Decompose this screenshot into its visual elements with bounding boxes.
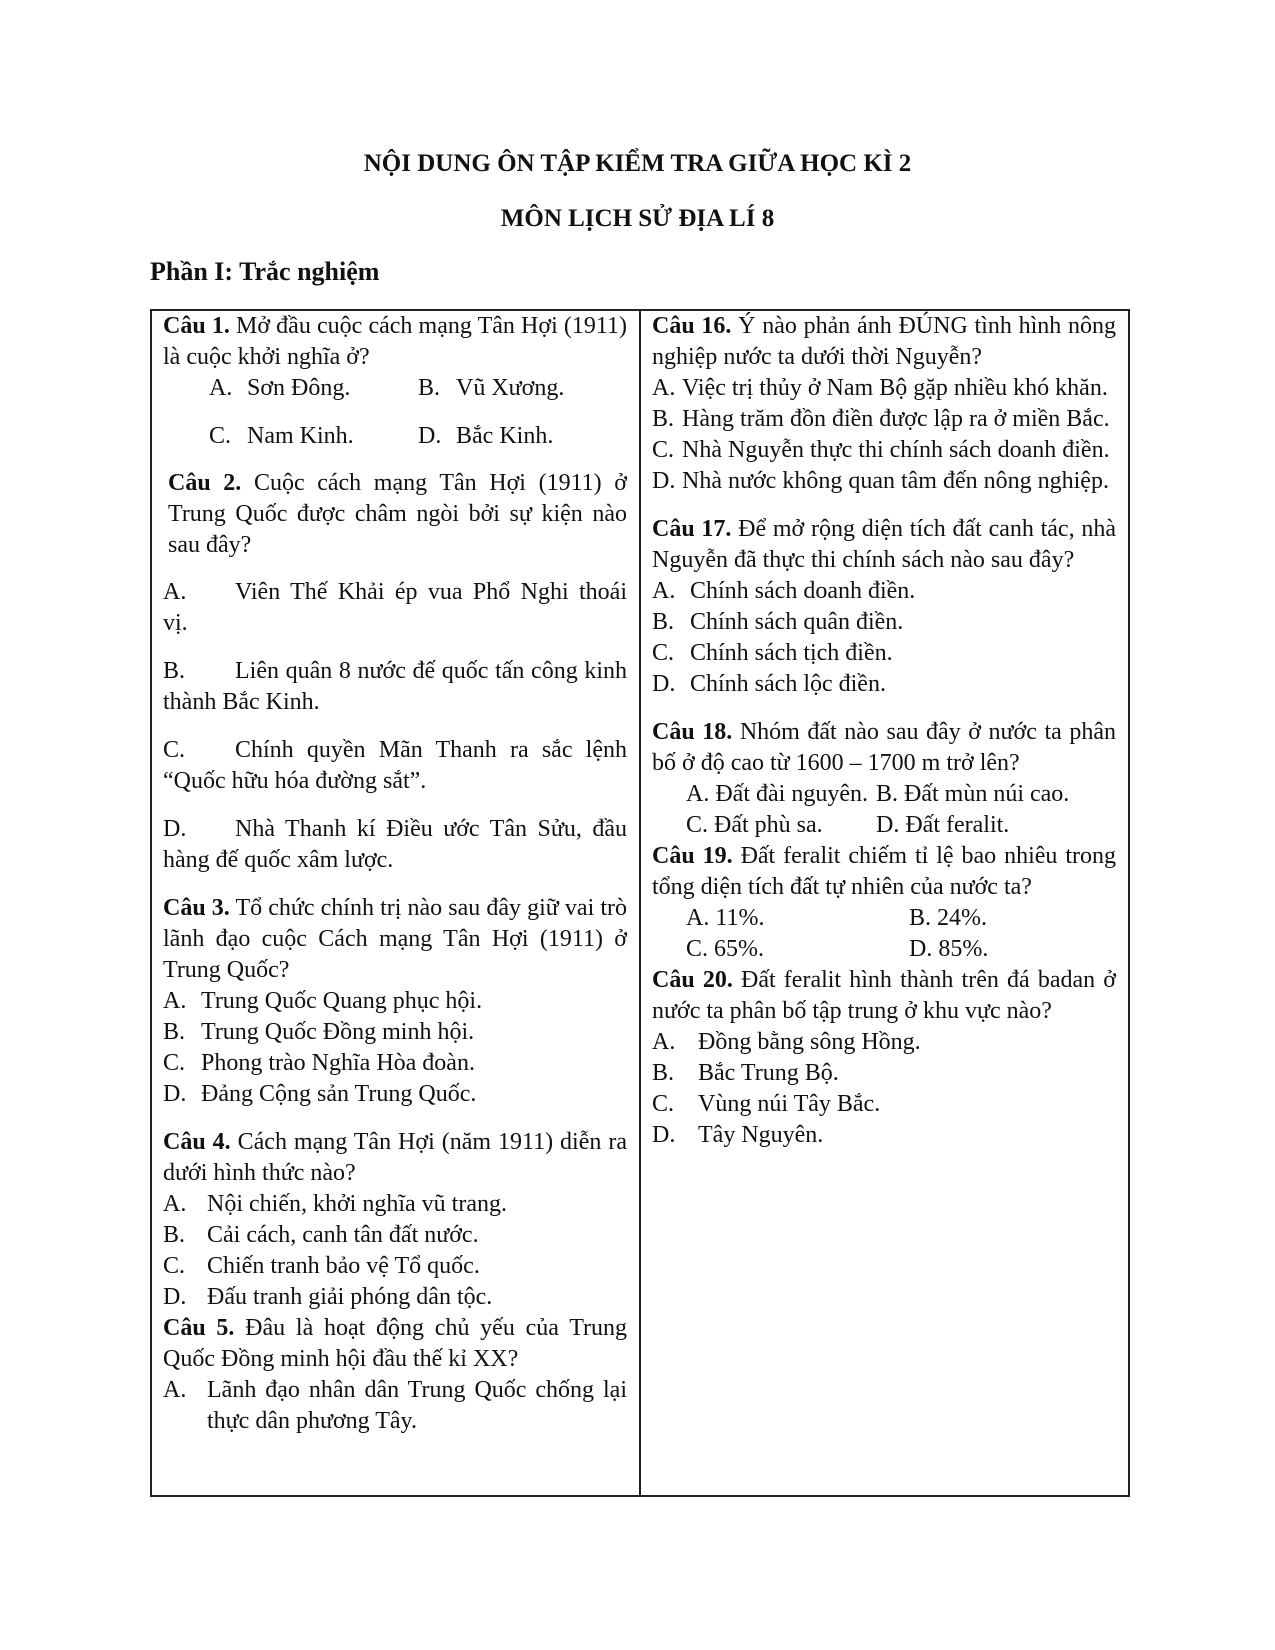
option-text: Nhà Thanh kí Điều ước Tân Sửu, đầu hàng đế quốc xâm lược.	[163, 816, 627, 873]
option-d	[909, 934, 1116, 965]
question-text	[652, 965, 1116, 1027]
question-text	[163, 1127, 627, 1189]
option-letter: C.	[163, 1050, 186, 1076]
option-letter: A.	[163, 988, 187, 1014]
option-text: Chiến tranh bảo vệ Tổ quốc.	[207, 1253, 480, 1279]
question-text	[652, 311, 1116, 373]
option-text: Chính quyền Mãn Thanh ra sắc lệnh “Quốc hữu hóa đường sắt”.	[163, 737, 627, 794]
question-stem: Nhóm đất nào sau đây ở nước ta phân bố ở độ cao từ 1600 – 1700 m trở lên?	[652, 719, 1116, 776]
option-letter: C.	[163, 737, 186, 763]
question-16	[652, 311, 1116, 497]
option-c	[652, 1089, 1116, 1120]
options-grid	[163, 373, 627, 452]
option-text: 65%.	[714, 936, 765, 962]
option-a	[163, 577, 627, 639]
option-text: Chính sách tịch điền.	[690, 640, 893, 666]
option-text: Lãnh đạo nhân dân Trung Quốc chống lại thực dân phương Tây.	[207, 1377, 627, 1434]
option-d	[163, 814, 627, 876]
question-number: Câu 19.	[652, 843, 733, 869]
option-a	[163, 1375, 627, 1437]
option-letter: C.	[652, 437, 675, 463]
option-d	[418, 421, 627, 452]
question-text	[163, 311, 627, 373]
document-subtitle: MÔN LỊCH SỬ ĐỊA LÍ 8	[500, 205, 775, 232]
option-text: Vũ Xương.	[456, 375, 565, 401]
option-d	[163, 1282, 627, 1313]
question-number: Câu 18.	[652, 719, 733, 745]
option-letter: C.	[652, 640, 675, 666]
question-number: Câu 3.	[163, 895, 230, 921]
option-c	[686, 934, 909, 965]
option-d	[652, 466, 1116, 497]
option-a	[652, 373, 1116, 404]
option-letter: C.	[686, 812, 709, 838]
question-4	[163, 1127, 627, 1313]
option-text: Trung Quốc Đồng minh hội.	[201, 1019, 475, 1045]
question-2	[163, 468, 627, 876]
question-number: Câu 16.	[652, 313, 732, 339]
option-b	[652, 404, 1116, 435]
option-letter: B.	[163, 1019, 186, 1045]
questions-table	[150, 309, 1130, 1497]
option-letter: D.	[163, 816, 187, 842]
document-title: NỘI DUNG ÔN TẬP KIỂM TRA GIỮA HỌC KÌ 2	[363, 150, 912, 177]
question-number: Câu 2.	[168, 470, 242, 496]
left-column	[152, 311, 641, 1495]
question-stem: Đất feralit hình thành trên đá badan ở nước ta phân bố tập trung ở khu vực nào?	[652, 967, 1116, 1024]
option-text: Vùng núi Tây Bắc.	[698, 1091, 881, 1117]
option-b	[163, 1220, 627, 1251]
option-a	[652, 576, 1116, 607]
option-c	[652, 435, 1116, 466]
option-letter: A.	[652, 578, 676, 604]
question-3	[163, 893, 627, 1110]
option-c	[163, 1251, 627, 1282]
option-letter: B.	[163, 1222, 186, 1248]
option-letter: D.	[909, 936, 933, 962]
question-17	[652, 514, 1116, 700]
option-letter: A.	[163, 579, 187, 605]
option-b	[163, 1017, 627, 1048]
option-text: 24%.	[937, 905, 988, 931]
option-a	[163, 986, 627, 1017]
option-letter: C.	[209, 423, 232, 449]
options-grid	[652, 903, 1116, 965]
option-letter: B.	[163, 658, 186, 684]
option-text: 85%.	[938, 936, 989, 962]
option-text: Đất đài nguyên.	[715, 781, 868, 807]
question-text	[163, 468, 627, 561]
option-text: Đất mùn núi cao.	[904, 781, 1070, 807]
option-c	[652, 638, 1116, 669]
question-1	[163, 311, 627, 452]
question-number: Câu 4.	[163, 1129, 231, 1155]
option-text: Nhà Nguyễn thực thi chính sách doanh điền.	[682, 437, 1110, 463]
option-letter: A.	[163, 1191, 187, 1217]
question-stem: Đất feralit chiếm tỉ lệ bao nhiêu trong tổng diện tích đất tự nhiên của nước ta?	[652, 843, 1116, 900]
option-text: Cải cách, canh tân đất nước.	[207, 1222, 479, 1248]
question-stem: Cách mạng Tân Hợi (năm 1911) diễn ra dưới hình thức nào?	[163, 1129, 627, 1186]
question-text	[652, 841, 1116, 903]
question-text	[652, 514, 1116, 576]
options-grid	[652, 779, 1116, 841]
option-letter: A.	[652, 1029, 676, 1055]
question-text	[163, 1313, 627, 1375]
option-c	[163, 735, 627, 797]
question-stem: Tổ chức chính trị nào sau đây giữ vai trò lãnh đạo cuộc Cách mạng Tân Hợi (1911) ở Trung Quốc?	[163, 895, 628, 983]
question-text	[652, 717, 1116, 779]
option-letter: A.	[686, 905, 710, 931]
option-text: Đảng Cộng sản Trung Quốc.	[201, 1081, 477, 1107]
option-b	[876, 779, 1116, 810]
option-a	[652, 1027, 1116, 1058]
option-text: Nam Kinh.	[247, 423, 354, 449]
option-text: Hàng trăm đồn điền được lập ra ở miền Bắc.	[682, 406, 1110, 432]
question-19	[652, 841, 1116, 965]
question-stem: Ý nào phản ánh ĐÚNG tình hình nông nghiệp nước ta dưới thời Nguyễn?	[652, 313, 1117, 370]
question-stem: Mở đầu cuộc cách mạng Tân Hợi (1911) là cuộc khởi nghĩa ở?	[163, 313, 627, 370]
option-letter: D.	[876, 812, 900, 838]
option-a	[686, 903, 909, 934]
option-b	[163, 656, 627, 718]
option-text: Đồng bằng sông Hồng.	[698, 1029, 921, 1055]
option-text: Chính sách doanh điền.	[690, 578, 916, 604]
option-letter: D.	[163, 1081, 187, 1107]
option-c	[163, 1048, 627, 1079]
option-a	[209, 373, 418, 404]
option-text: Đấu tranh giải phóng dân tộc.	[207, 1284, 493, 1310]
option-a	[686, 779, 876, 810]
option-letter: B.	[876, 781, 899, 807]
option-text: Việc trị thủy ở Nam Bộ gặp nhiều khó khăn.	[682, 375, 1108, 401]
option-text: Bắc Kinh.	[456, 423, 554, 449]
option-b	[652, 607, 1116, 638]
option-b	[418, 373, 627, 404]
option-text: Trung Quốc Quang phục hội.	[201, 988, 483, 1014]
question-18	[652, 717, 1116, 841]
question-number: Câu 20.	[652, 967, 733, 993]
option-text: Nội chiến, khởi nghĩa vũ trang.	[207, 1191, 507, 1217]
question-number: Câu 5.	[163, 1315, 235, 1341]
option-c	[209, 421, 418, 452]
option-text: Đất feralit.	[905, 812, 1010, 838]
question-20	[652, 965, 1116, 1151]
option-text: Tây Nguyên.	[698, 1122, 824, 1148]
option-letter: A.	[652, 375, 676, 401]
option-text: Viên Thế Khải ép vua Phổ Nghi thoái vị.	[163, 579, 627, 636]
question-5	[163, 1313, 627, 1437]
option-letter: B.	[652, 1060, 675, 1086]
right-column	[641, 311, 1128, 1495]
question-text	[163, 893, 627, 986]
option-letter: A.	[686, 781, 710, 807]
option-letter: D.	[418, 423, 442, 449]
option-d	[652, 1120, 1116, 1151]
option-d	[876, 810, 1116, 841]
option-text: Đất phù sa.	[714, 812, 823, 838]
option-text: Nhà nước không quan tâm đến nông nghiệp.	[682, 468, 1109, 494]
option-letter: D.	[652, 671, 676, 697]
option-c	[686, 810, 876, 841]
question-stem: Để mở rộng diện tích đất canh tác, nhà Nguyễn đã thực thi chính sách nào sau đây?	[652, 516, 1116, 573]
option-letter: A.	[209, 375, 233, 401]
section-heading: Phần I: Trắc nghiệm	[150, 257, 380, 286]
option-letter: D.	[652, 468, 676, 494]
option-d	[652, 669, 1116, 700]
option-letter: A.	[163, 1377, 187, 1403]
question-number: Câu 1.	[163, 313, 230, 339]
option-letter: C.	[163, 1253, 186, 1279]
option-b	[909, 903, 1116, 934]
option-text: Chính sách lộc điền.	[690, 671, 886, 697]
option-a	[163, 1189, 627, 1220]
option-d	[163, 1079, 627, 1110]
option-b	[652, 1058, 1116, 1089]
question-stem: Đâu là hoạt động chủ yếu của Trung Quốc Đồng minh hội đầu thế kỉ XX?	[163, 1315, 628, 1372]
option-text: Phong trào Nghĩa Hòa đoàn.	[201, 1050, 475, 1076]
option-text: Sơn Đông.	[247, 375, 351, 401]
question-stem: Cuộc cách mạng Tân Hợi (1911) ở Trung Quốc được châm ngòi bởi sự kiện nào sau đây?	[168, 470, 627, 558]
option-letter: B.	[418, 375, 441, 401]
option-text: Liên quân 8 nước đế quốc tấn công kinh thành Bắc Kinh.	[163, 658, 627, 715]
option-letter: B.	[652, 406, 675, 432]
option-letter: B.	[652, 609, 675, 635]
option-letter: C.	[652, 1091, 675, 1117]
option-letter: D.	[652, 1122, 676, 1148]
option-letter: C.	[686, 936, 709, 962]
option-text: 11%.	[715, 905, 765, 931]
option-letter: B.	[909, 905, 932, 931]
question-number: Câu 17.	[652, 516, 732, 542]
option-text: Chính sách quân điền.	[690, 609, 904, 635]
option-text: Bắc Trung Bộ.	[698, 1060, 839, 1086]
option-letter: D.	[163, 1284, 187, 1310]
